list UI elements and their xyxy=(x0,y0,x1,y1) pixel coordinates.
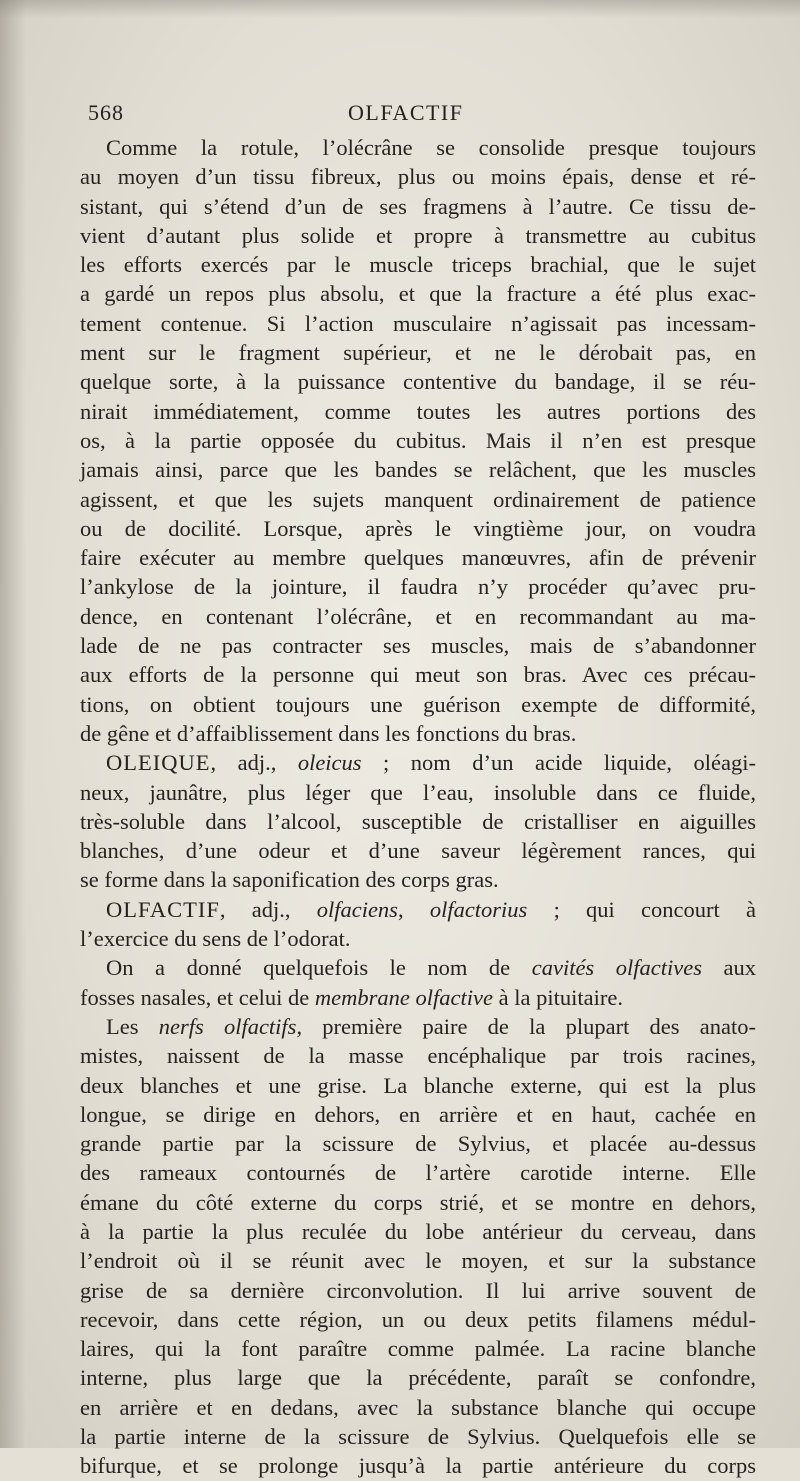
text-line: tement contenue. Si l’action musculaire n’agissait pas incessam- xyxy=(80,310,756,336)
text-line: en arrière et en dedans, avec la substance blanche qui occupe xyxy=(80,1394,756,1420)
page-number: 568 xyxy=(88,100,124,125)
paragraph-nerfs xyxy=(80,1012,756,1481)
page-top-edge xyxy=(0,0,800,18)
text-line: jamais ainsi, parce que les bandes se relâchent, que les muscles xyxy=(80,457,756,483)
text-line: interne, plus large que la précédente, paraît se confondre, xyxy=(80,1365,756,1391)
text-line: de gêne et d’affaiblissement dans les fonctions du bras. xyxy=(80,720,577,746)
text-line: dence, en contenant l’olécrâne, et en recommandant au ma- xyxy=(80,603,756,629)
text-line: ment sur le fragment supérieur, et ne le dérobait pas, en xyxy=(80,340,756,366)
text-line: nirait immédiatement, comme toutes les autres portions des xyxy=(80,398,756,424)
text-line: blanches, d’une odeur et d’une saveur légèrement rances, qui xyxy=(80,838,756,864)
text-line: bifurque, et se prolonge jusqu’à la partie antérieure du corps xyxy=(80,1453,756,1479)
text-line: l’exercice du sens de l’odorat. xyxy=(80,926,351,952)
entry-oleique xyxy=(80,748,756,894)
text-line: au moyen d’un tissu fibreux, plus ou moins épais, dense et ré- xyxy=(80,164,756,190)
text-line: se forme dans la saponification des corps gras. xyxy=(80,867,499,893)
text-line: les efforts exercés par le muscle triceps brachial, que le sujet xyxy=(80,252,756,278)
text-line: vient d’autant plus solide et propre à transmettre au cubitus xyxy=(80,222,756,248)
text-line: l’endroit où il se réunit avec le moyen, et sur la substance xyxy=(80,1248,756,1274)
page-gutter-shadow xyxy=(0,0,26,1448)
text-line: très-soluble dans l’alcool, susceptible de cristalliser en aiguilles xyxy=(80,808,756,834)
text-line: ou de docilité. Lorsque, après le vingtième jour, on voudra xyxy=(80,515,756,541)
text-line: mistes, naissent de la masse encéphalique par trois racines, xyxy=(80,1043,756,1069)
text-line: laires, qui la font paraître comme palmée. La racine blanche xyxy=(80,1336,756,1362)
text-line: OLFACTIF, adj., olfaciens, olfactorius ; qui concourt à xyxy=(106,896,756,922)
text-block xyxy=(80,133,756,1481)
page-header xyxy=(84,100,764,130)
text-line: longue, se dirige en dehors, en arrière et en haut, cachée en xyxy=(80,1101,756,1127)
running-head: OLFACTIF xyxy=(348,100,464,125)
text-line: grande partie par la scissure de Sylvius, et placée au-dessus xyxy=(80,1131,756,1157)
text-line: fosses nasales, et celui de membrane olfactive à la pituitaire. xyxy=(80,984,623,1010)
text-line: a gardé un repos plus absolu, et que la fracture a été plus exac- xyxy=(80,281,756,307)
entry-headword: OLEIQUE xyxy=(106,750,211,776)
text-line: On a donné quelquefois le nom de cavités olfactives aux xyxy=(106,955,756,981)
text-line: Comme la rotule, l’olécrâne se consolide presque toujours xyxy=(106,135,756,160)
text-line: aux efforts de la personne qui meut son bras. Avec ces précau- xyxy=(80,662,756,688)
paragraph-cavites xyxy=(80,953,756,1012)
text-line: à la partie la plus reculée du lobe antérieur du cerveau, dans xyxy=(80,1218,756,1244)
text-line: Les nerfs olfactifs, première paire de la plupart des anato- xyxy=(106,1013,756,1039)
text-line: émane du côté externe du corps strié, et se montre en dehors, xyxy=(80,1189,756,1215)
text-line: l’ankylose de la jointure, il faudra n’y procéder qu’avec pru- xyxy=(80,574,756,600)
entry-olfactif xyxy=(80,895,756,954)
text-line: agissent, et que les sujets manquent ordinairement de patience xyxy=(80,486,756,512)
text-line: neux, jaunâtre, plus léger que l’eau, insoluble dans ce fluide, xyxy=(80,779,756,805)
text-line: recevoir, dans cette région, un ou deux petits filamens médul- xyxy=(80,1306,756,1332)
text-line: OLEIQUE, adj., oleicus ; nom d’un acide liquide, oléagi- xyxy=(106,750,756,776)
text-line: lade de ne pas contracter ses muscles, mais de s’abandonner xyxy=(80,633,756,659)
text-line: sistant, qui s’étend d’un de ses fragmens à l’autre. Ce tissu de- xyxy=(80,193,756,219)
text-line: deux blanches et une grise. La blanche externe, qui est la plus xyxy=(80,1072,756,1098)
text-line: quelque sorte, à la puissance contentive du bandage, il se réu- xyxy=(80,369,756,395)
paragraph-olecrane xyxy=(80,133,756,748)
text-line: tions, on obtient toujours une guérison exempte de difformité, xyxy=(80,691,756,717)
text-line: os, à la partie opposée du cubitus. Mais il n’en est presque xyxy=(80,427,756,453)
entry-headword: OLFACTIF xyxy=(106,896,220,922)
text-line: la partie interne de la scissure de Sylvius. Quelquefois elle se xyxy=(80,1424,756,1450)
text-line: des rameaux contournés de l’artère carotide interne. Elle xyxy=(80,1160,756,1186)
text-line: faire exécuter au membre quelques manœuvres, afin de prévenir xyxy=(80,545,756,571)
text-line: grise de sa dernière circonvolution. Il lui arrive souvent de xyxy=(80,1277,756,1303)
